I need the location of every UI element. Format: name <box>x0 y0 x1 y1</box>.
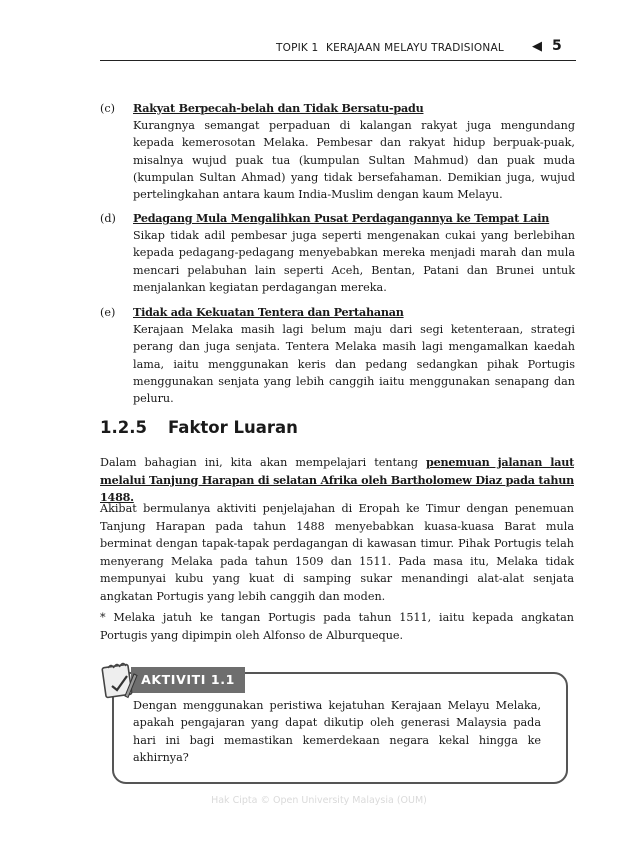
item-label: (d) <box>100 212 116 225</box>
item-text: Kerajaan Melaka masih lagi belum maju dari segi ketenteraan, strategi perang dan juga senjata. Tentera Melaka masih lagi mengamalkan kaedah lama, iaitu menggunakan keris dan pedang sedangkan pihak Portugis menggunakan senjata yang lebih canggih iaitu menggunakan senapang dan peluru. <box>133 323 575 406</box>
intro-paragraph <box>100 454 574 507</box>
chapter-title: KERAJAAN MELAYU TRADISIONAL <box>326 42 504 54</box>
item-title: Tidak ada Kekuatan Tentera dan Pertahanan <box>133 305 404 319</box>
section-title: Faktor Luaran <box>168 418 298 437</box>
triangle-left-icon: ◀ <box>532 39 543 54</box>
page-number: 5 <box>552 38 562 54</box>
body-paragraph-2: * Melaka jatuh ke tangan Portugis pada tahun 1511, iaitu kepada angkatan Portugis yang dipimpin oleh Alfonso de Alburqueque. <box>100 611 574 642</box>
item-text: Sikap tidak adil pembesar juga seperti mengenakan cukai yang berlebihan kepada pedagang-pedagang menyebabkan mereka menjadi marah dan mula mencari pelabuhan lain seperti Aceh, Bentan, Patani dan Brunei untuk menjalankan kegiatan perdagangan mereka. <box>133 229 575 294</box>
item-title: Pedagang Mula Mengalihkan Pusat Perdagangannya ke Tempat Lain <box>133 211 550 225</box>
activity-label: AKTIVITI 1.1 <box>131 667 245 693</box>
section-number: 1.2.5 <box>100 418 147 437</box>
page-header <box>100 36 576 61</box>
item-label: (e) <box>100 306 116 319</box>
section-heading <box>100 418 298 437</box>
activity-question: Dengan menggunakan peristiwa kejatuhan Kerajaan Melayu Melaka, apakah pengajaran yang dapat dikutip oleh generasi Malaysia pada hari ini bagi memastikan kemerdekaan negara kekal hingga ke akhirnya? <box>133 699 541 765</box>
topic-label: TOPIK 1 <box>276 42 319 54</box>
intro-highlight: penemuan jalanan laut melalui Tanjung Harapan di selatan Afrika oleh Bartholomew Diaz pada tahun 1488. <box>100 455 574 505</box>
item-label: (c) <box>100 102 115 115</box>
item-title: Rakyat Berpecah-belah dan Tidak Bersatu-padu <box>133 101 424 115</box>
body-paragraph-1: Akibat bermulanya aktiviti penjelajahan di Eropah ke Timur dengan penemuan Tanjung Harapan pada tahun 1488 menyebabkan kuasa-kuasa Barat mula berminat dengan tapak-tapak perdagangan di kawasan timur. Pihak Portugis telah menyerang Melaka pada tahun 1509 dan 1511. Pada masa itu, Melaka tidak mempunyai kubu yang kuat di samping sukar menandingi alat-alat senjata angkatan Portugis yang lebih canggih dan moden. <box>100 502 574 603</box>
copyright-footer: Hak Cipta © Open University Malaysia (OUM) <box>211 795 427 806</box>
item-text: Kurangnya semangat perpaduan di kalangan rakyat juga mengundang kepada kemerosotan Melaka. Pembesar dan rakyat hidup berpuak-puak, misalnya wujud puak tua (kumpulan Sultan Mahmud) dan puak muda (kumpulan Sultan Ahmad) yang tidak bersefahaman. Demikian juga, wujud pertelingkahan antara kaum India-Muslim dengan kaum Melayu. <box>133 119 575 202</box>
intro-text: Dalam bahagian ini, kita akan mempelajari tentang <box>100 456 427 469</box>
